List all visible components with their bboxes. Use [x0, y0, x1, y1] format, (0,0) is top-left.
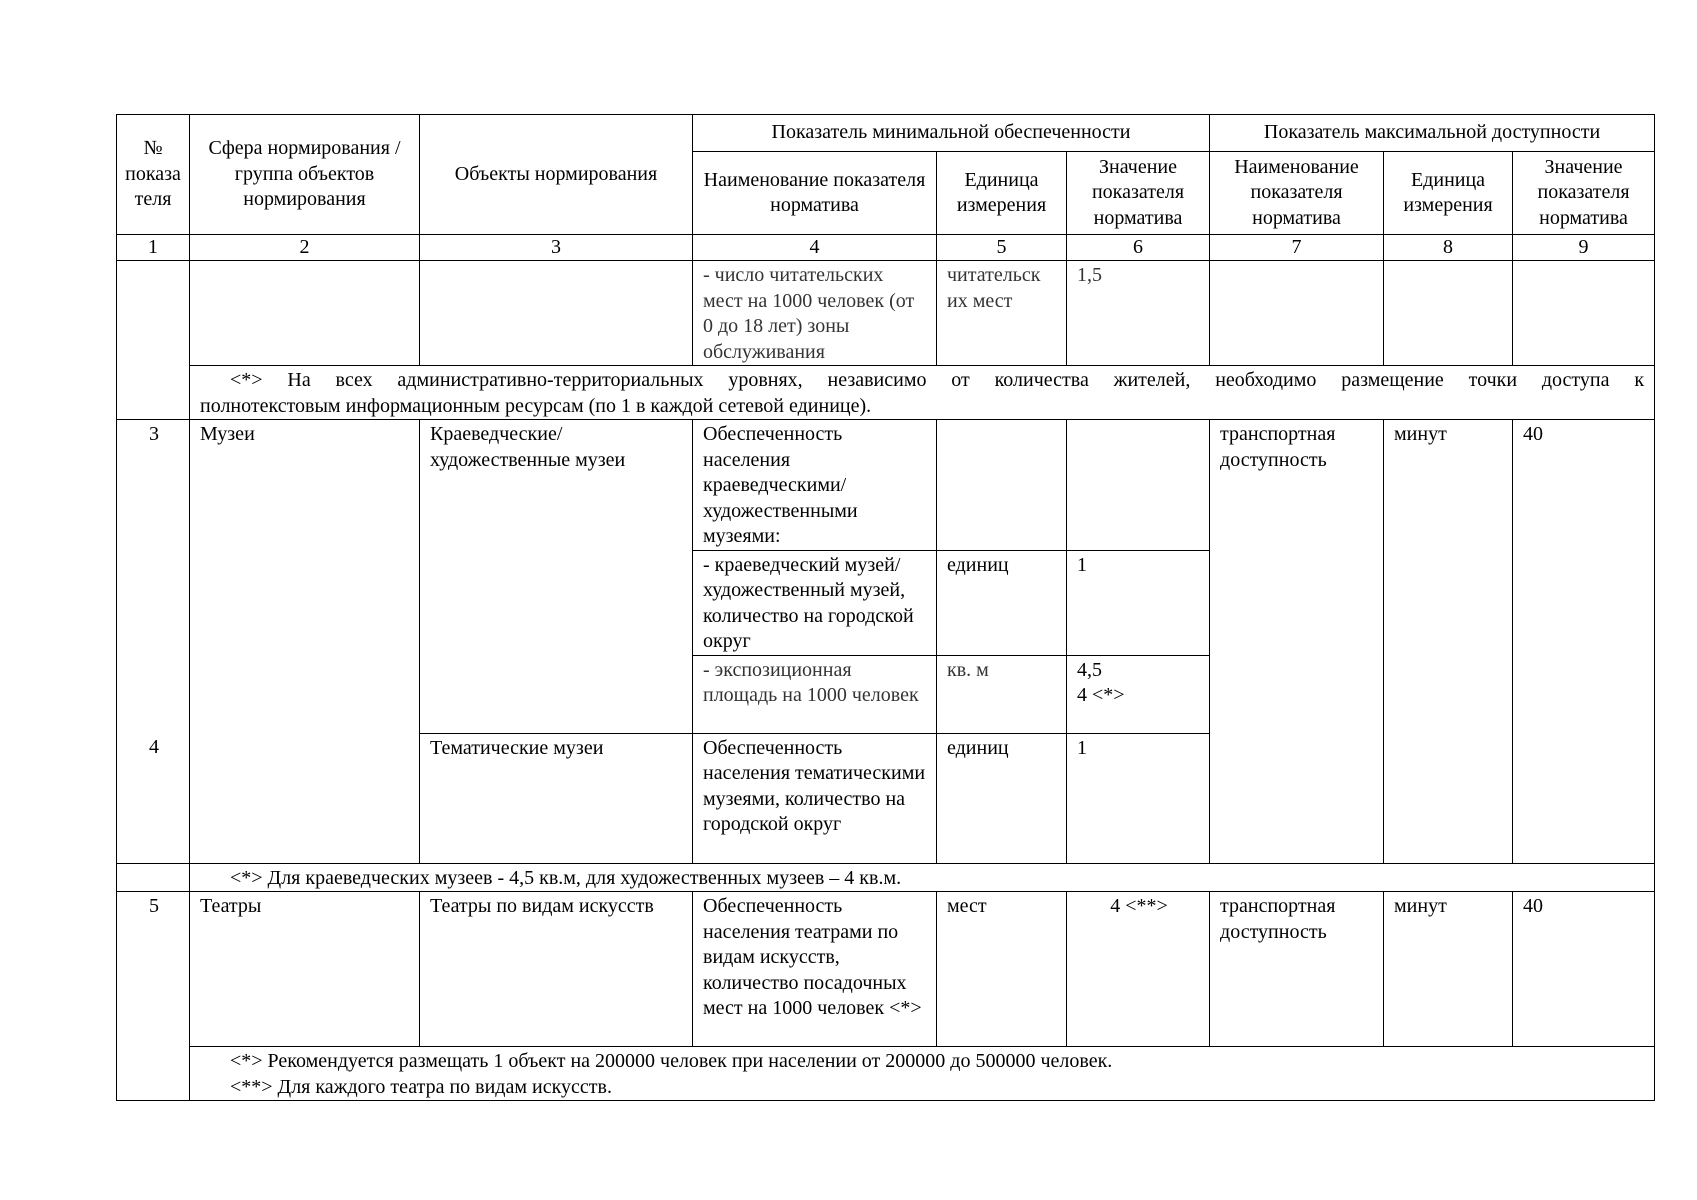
museums-object: Краеведческие/ художественные музеи	[420, 420, 693, 734]
library-max-value	[1513, 261, 1655, 366]
theatres-note-2: <**> Для каждого театра по видам искусств.	[230, 1075, 612, 1098]
header-max-name: Наименование показателя норматива	[1210, 152, 1384, 235]
museums-area-value-1: 4,5	[1077, 658, 1102, 681]
museums-count-value: 1	[1067, 550, 1210, 655]
museums-indicator-main: Обеспеченность населения краеведческими/ художественными музеями:	[693, 420, 937, 551]
library-readers-row	[117, 261, 1655, 366]
column-numbers-row	[117, 235, 1655, 261]
library-indicator: - число читательских мест на 1000 человек (от 0 до 18 лет) зоны обслуживания	[693, 261, 937, 366]
thematic-value: 1	[1067, 733, 1210, 863]
museums-area-value-2: 4 <*>	[1077, 684, 1125, 706]
theatres-indicator: Обеспеченность населения театрами по видам искусств, количество посадочных мест на 1000 человек <*>	[693, 892, 937, 1047]
museums-area-unit: кв. м	[937, 655, 1067, 733]
col-number: 8	[1384, 235, 1513, 261]
header-min-unit: Единица измерения	[937, 152, 1067, 235]
header-sphere: Сфера нормирования / группа объектов нормирования	[190, 115, 420, 235]
col-number: 1	[117, 235, 190, 261]
museums-count-indicator: - краеведческий музей/ художественный музей, количество на городской округ	[693, 550, 937, 655]
museums-area-value	[1067, 655, 1210, 733]
theatres-row	[117, 892, 1655, 1047]
library-value: 1,5	[1067, 261, 1210, 366]
header-max-unit: Единица измерения	[1384, 152, 1513, 235]
col-number: 6	[1067, 235, 1210, 261]
museums-area-indicator: - экспозиционная площадь на 1000 человек	[693, 655, 937, 733]
thematic-unit: единиц	[937, 733, 1067, 863]
col-number: 2	[190, 235, 420, 261]
col-number: 7	[1210, 235, 1384, 261]
library-object-cell	[420, 261, 693, 366]
theatres-notes	[190, 1047, 1655, 1101]
normatives-table-page	[116, 114, 1654, 1101]
museums-max-name: транспортная доступность	[1210, 420, 1384, 864]
library-max-name	[1210, 261, 1384, 366]
col-number: 5	[937, 235, 1067, 261]
library-note	[190, 366, 1655, 420]
library-note-line-2: полнотекстовым информационным ресурсам (по 1 в каждой сетевой единице).	[200, 394, 872, 417]
library-note-line-1: <*> На всех административно-территориальных уровнях, независимо от количества жителей, необходимо размещение точки доступа к	[230, 369, 1645, 391]
museums-max-unit: минут	[1384, 420, 1513, 864]
museum-note: <*> Для краеведческих музеев - 4,5 кв.м, для художественных музеев – 4 кв.м.	[190, 863, 1655, 892]
thematic-object: Тематические музеи	[420, 733, 693, 863]
theatres-value: 4 <**>	[1067, 892, 1210, 1047]
normatives-table	[116, 114, 1655, 1101]
header-min-name: Наименование показателя норматива	[693, 152, 937, 235]
header-num: № показа теля	[117, 115, 190, 235]
thematic-indicator: Обеспеченность населения тематическими музеями, количество на городской округ	[693, 733, 937, 863]
col-number: 3	[420, 235, 693, 261]
museums-count-unit: единиц	[937, 550, 1067, 655]
col-number: 9	[1513, 235, 1655, 261]
col-number: 4	[693, 235, 937, 261]
museum-note-num-cell	[117, 863, 190, 892]
theatres-note-1: <*> Рекомендуется размещать 1 объект на 200000 человек при населении от 200000 до 500000 человек.	[230, 1050, 1113, 1072]
header-objects: Объекты нормирования	[420, 115, 693, 235]
header-max-group: Показатель максимальной доступности	[1210, 115, 1655, 152]
museum-note-row	[117, 863, 1655, 892]
header-min-group: Показатель минимальной обеспеченности	[693, 115, 1210, 152]
theatres-unit: мест	[937, 892, 1067, 1047]
library-max-unit	[1384, 261, 1513, 366]
theatres-note-row	[117, 1047, 1655, 1101]
museums-num: 3	[117, 420, 190, 734]
header-row-1	[117, 115, 1655, 152]
library-note-row	[117, 366, 1655, 420]
museums-max-value: 40	[1513, 420, 1655, 864]
museums-sphere: Музеи	[190, 420, 420, 864]
museums-unit-main	[937, 420, 1067, 551]
theatres-max-unit: минут	[1384, 892, 1513, 1047]
theatres-max-name: транспортная доступность	[1210, 892, 1384, 1047]
header-min-value: Значение показателя норматива	[1067, 152, 1210, 235]
museums-value-main	[1067, 420, 1210, 551]
library-num-cell	[117, 261, 190, 420]
museums-row-main	[117, 420, 1655, 551]
library-sphere-cell	[190, 261, 420, 366]
thematic-num: 4	[117, 733, 190, 863]
theatres-num: 5	[117, 892, 190, 1101]
theatres-max-value: 40	[1513, 892, 1655, 1047]
header-max-value: Значение показателя норматива	[1513, 152, 1655, 235]
theatres-object: Театры по видам искусств	[420, 892, 693, 1047]
theatres-sphere: Театры	[190, 892, 420, 1047]
library-unit: читательск их мест	[937, 261, 1067, 366]
